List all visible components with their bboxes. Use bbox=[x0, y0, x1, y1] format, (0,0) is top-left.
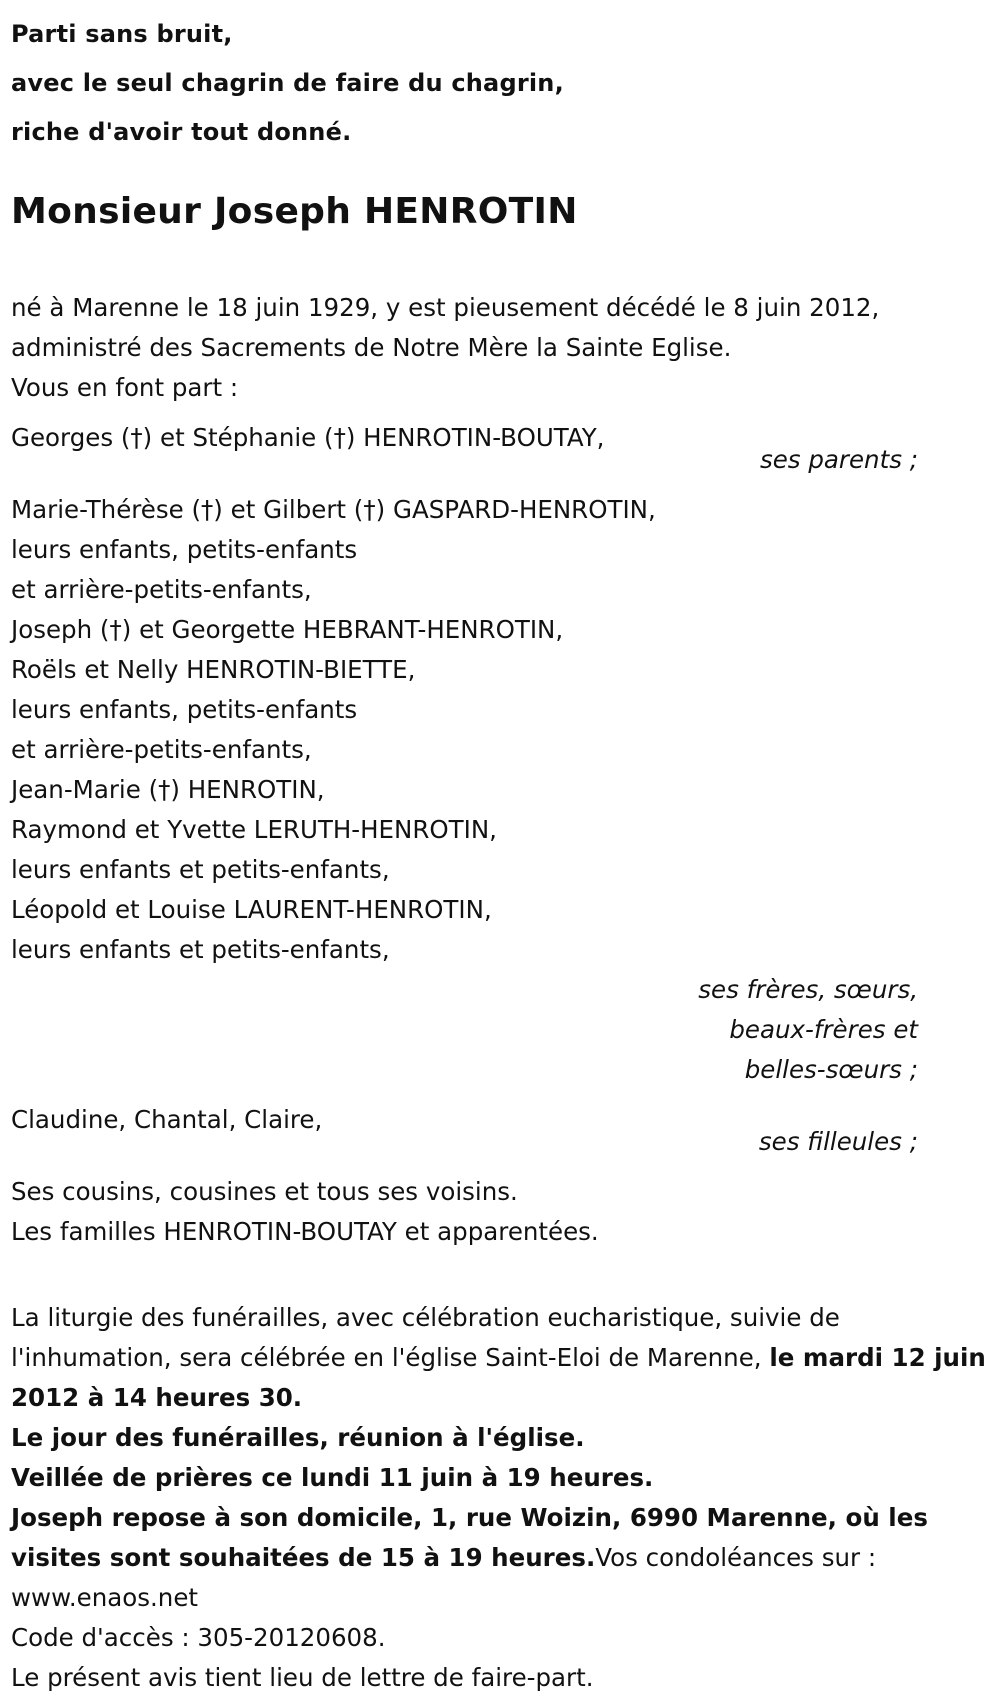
liturgy-date: le mardi 12 juin 2012 à 14 heures 30. bbox=[11, 1343, 986, 1412]
liturgy-paragraph bbox=[11, 1298, 991, 1418]
rest-text: Joseph repose à son domicile, 1, rue Woizin, 6990 Marenne, où les visites sont souhaitées de 15 à 19 heures. bbox=[11, 1503, 928, 1572]
liturgy-text: La liturgie des funérailles, avec célébration eucharistique, suivie de l'inhumation, sera célébrée en l'église Saint-Eloi de Marenne, bbox=[11, 1303, 840, 1372]
others-block bbox=[11, 1172, 1000, 1252]
vigil-text: Veillée de prières ce lundi 11 juin à 19 heures. bbox=[11, 1463, 654, 1492]
meeting-line bbox=[11, 1418, 991, 1458]
others-line: Les familles HENROTIN-BOUTAY et apparentées. bbox=[11, 1217, 599, 1246]
siblings-relation: ses frères, sœurs, bbox=[698, 975, 918, 1004]
goddaughters-block bbox=[11, 1100, 1000, 1162]
sibling-line: Joseph (†) et Georgette HEBRANT-HENROTIN, bbox=[11, 615, 564, 644]
rest-paragraph bbox=[11, 1498, 991, 1618]
sibling-line: Marie-Thérèse (†) et Gilbert (†) GASPARD-HENROTIN, bbox=[11, 495, 656, 524]
epitaph bbox=[11, 0, 1000, 157]
sibling-line: leurs enfants, petits-enfants bbox=[11, 695, 358, 724]
others-line: Ses cousins, cousines et tous ses voisins. bbox=[11, 1177, 518, 1206]
notice-line: Le présent avis tient lieu de lettre de faire-part. bbox=[11, 1663, 594, 1692]
sibling-line: Raymond et Yvette LERUTH-HENROTIN, bbox=[11, 815, 497, 844]
sibling-line: Roëls et Nelly HENROTIN-BIETTE, bbox=[11, 655, 416, 684]
deceased-name: Monsieur Joseph HENROTIN bbox=[11, 191, 578, 232]
sibling-line: leurs enfants et petits-enfants, bbox=[11, 935, 390, 964]
goddaughters-line: Claudine, Chantal, Claire, bbox=[11, 1105, 323, 1134]
epitaph-line: Parti sans bruit, bbox=[11, 20, 233, 48]
parents-line: Georges (†) et Stéphanie (†) HENROTIN-BOUTAY, bbox=[11, 423, 605, 452]
sibling-line: et arrière-petits-enfants, bbox=[11, 575, 312, 604]
parents-relation: ses parents ; bbox=[759, 445, 918, 474]
epitaph-line: riche d'avoir tout donné. bbox=[11, 118, 352, 146]
meeting-text: Le jour des funérailles, réunion à l'église. bbox=[11, 1423, 585, 1452]
vigil-line bbox=[11, 1458, 991, 1498]
access-code: Code d'accès : 305-20120608. bbox=[11, 1623, 386, 1652]
goddaughters-relation: ses filleules ; bbox=[758, 1127, 918, 1156]
epitaph-line: avec le seul chagrin de faire du chagrin, bbox=[11, 69, 564, 97]
parents-block bbox=[11, 418, 1000, 480]
sibling-line: leurs enfants et petits-enfants, bbox=[11, 855, 390, 884]
siblings-relation: belles-sœurs ; bbox=[744, 1055, 918, 1084]
sibling-line: Jean-Marie (†) HENROTIN, bbox=[11, 775, 325, 804]
intro-birth-death: né à Marenne le 18 juin 1929, y est pieusement décédé le 8 juin 2012, bbox=[11, 293, 880, 322]
intro-announce: Vous en font part : bbox=[11, 373, 239, 402]
sibling-line: leurs enfants, petits-enfants bbox=[11, 535, 358, 564]
funeral-details bbox=[11, 1298, 1000, 1698]
intro bbox=[11, 288, 1000, 408]
intro-sacraments: administré des Sacrements de Notre Mère la Sainte Eglise. bbox=[11, 333, 732, 362]
siblings-block bbox=[11, 490, 1000, 1090]
siblings-relation: beaux-frères et bbox=[729, 1015, 918, 1044]
condolences-text: Vos condoléances sur : www.enaos.net bbox=[11, 1543, 877, 1612]
sibling-line: et arrière-petits-enfants, bbox=[11, 735, 312, 764]
sibling-line: Léopold et Louise LAURENT-HENROTIN, bbox=[11, 895, 492, 924]
